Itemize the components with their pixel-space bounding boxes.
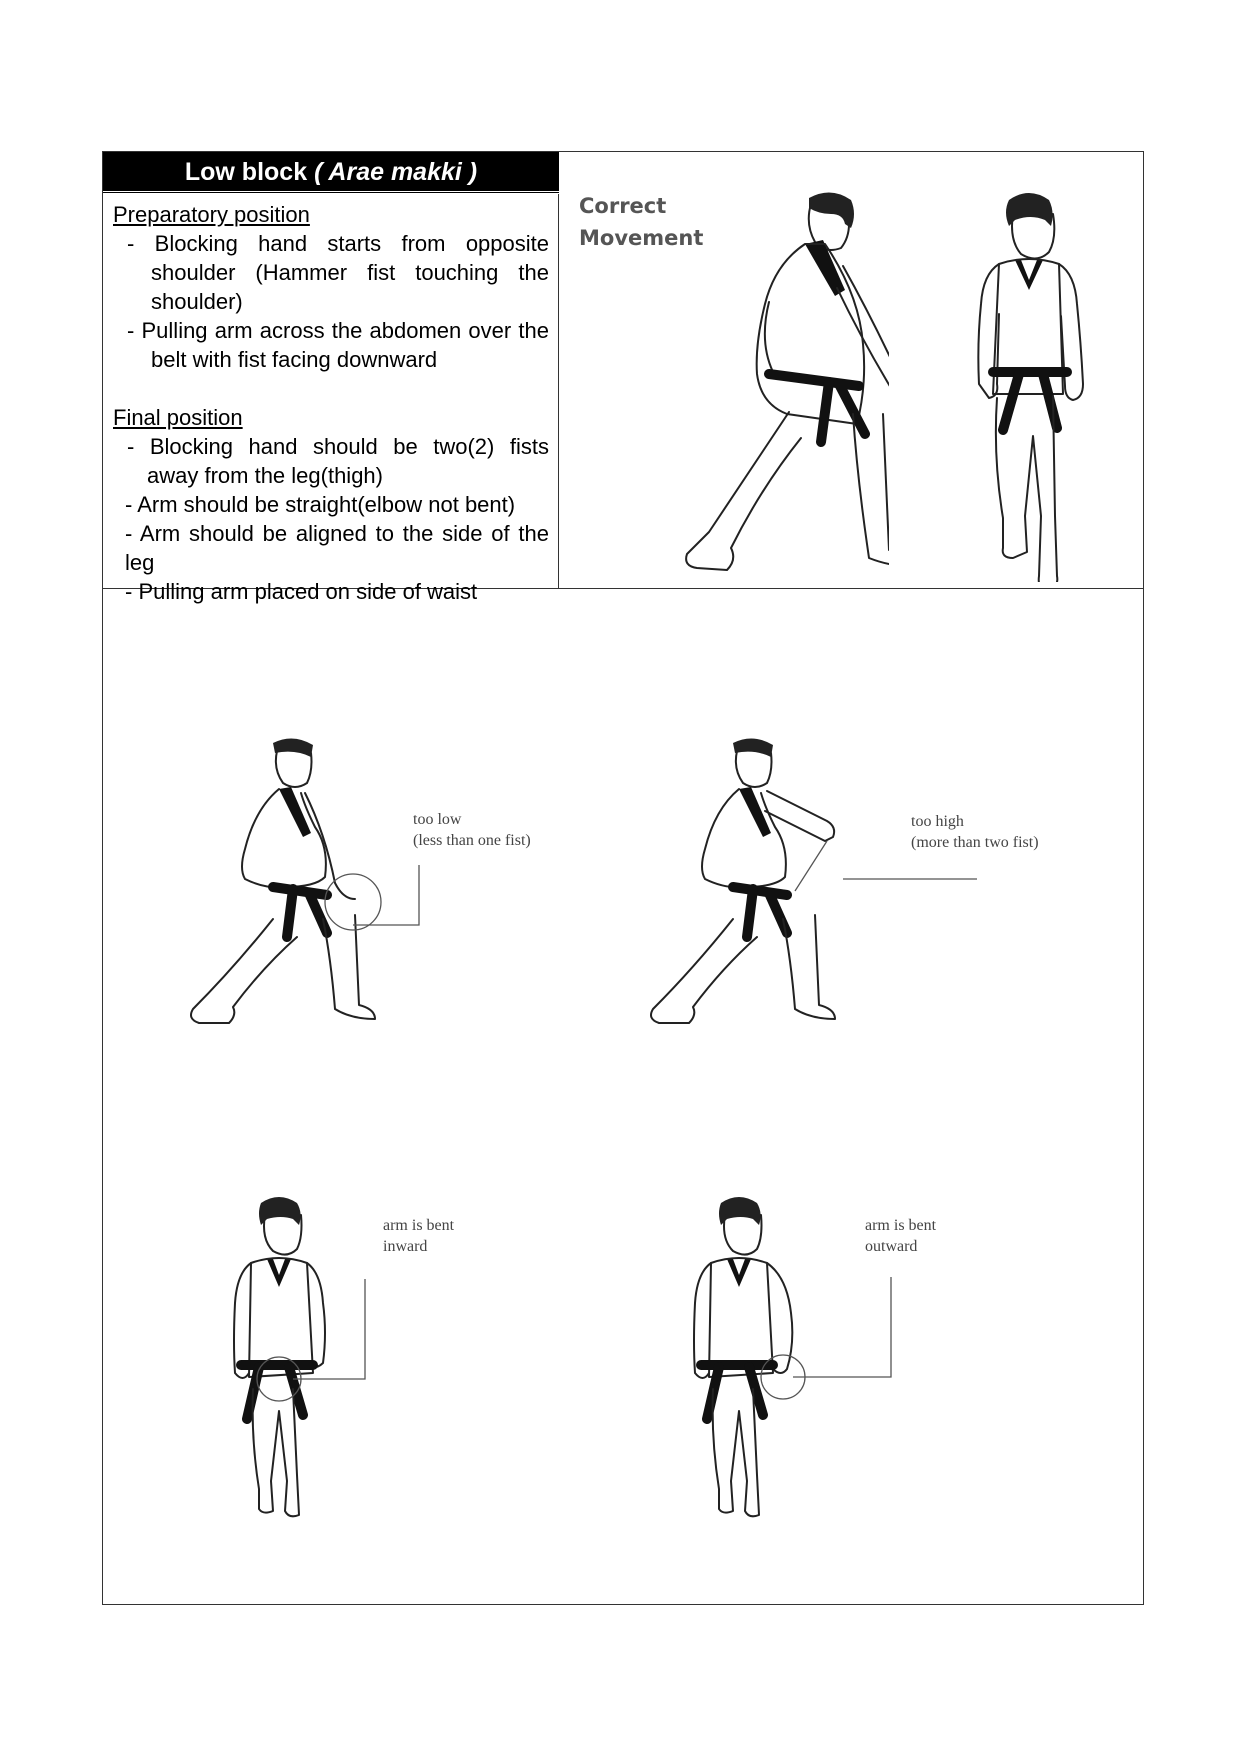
too-high-caption — [911, 811, 1039, 853]
top-row — [103, 152, 1143, 604]
too-low-pointer — [353, 859, 463, 939]
too-high-pointer — [843, 874, 983, 884]
spacer — [113, 374, 549, 403]
final-item: - Blocking hand should be two(2) fists away from the leg(thigh) — [127, 434, 549, 488]
too-low-line1: too low — [413, 811, 462, 828]
correct-movement-cell — [559, 152, 1143, 588]
bent-outward-caption — [865, 1215, 936, 1257]
final-item: - Pulling arm placed on side of waist — [125, 579, 478, 604]
bent-outward-pointer — [793, 1269, 913, 1389]
final-item: - Arm should be aligned to the side of the leg — [125, 521, 549, 575]
correct-front-figure — [959, 182, 1119, 582]
page-title — [103, 158, 559, 187]
preparatory-item: - Pulling arm across the abdomen over the belt with fist facing downward — [127, 318, 549, 372]
too-high-line1: too high — [911, 813, 964, 830]
preparatory-heading: Preparatory position — [113, 202, 310, 227]
correct-label-line2: Movement — [579, 226, 704, 250]
too-high-line2: (more than two fist) — [911, 834, 1039, 851]
title-italic: ( Arae makki ) — [314, 158, 478, 186]
bent-outward-line2: outward — [865, 1238, 918, 1255]
bent-inward-pointer — [293, 1269, 393, 1389]
too-low-caption — [413, 809, 531, 851]
common-errors-panel — [103, 589, 1143, 1604]
correct-label-line1: Correct — [579, 194, 667, 218]
title-bar — [103, 152, 559, 194]
instructions-content — [113, 200, 549, 606]
instructions-cell — [103, 152, 559, 604]
bent-inward-line2: inward — [383, 1238, 428, 1255]
final-heading: Final position — [113, 405, 243, 430]
bent-inward-line1: arm is bent — [383, 1217, 455, 1234]
technique-sheet — [102, 151, 1144, 1605]
title-plain: Low block — [184, 158, 308, 186]
bent-outward-line1: arm is bent — [865, 1217, 937, 1234]
preparatory-item: - Blocking hand starts from opposite shoulder (Hammer fist touching the shoulder) — [127, 231, 549, 314]
final-item: - Arm should be straight(elbow not bent) — [125, 492, 516, 517]
bent-inward-caption — [383, 1215, 454, 1257]
too-low-line2: (less than one fist) — [413, 832, 531, 849]
correct-side-figure — [629, 182, 889, 582]
